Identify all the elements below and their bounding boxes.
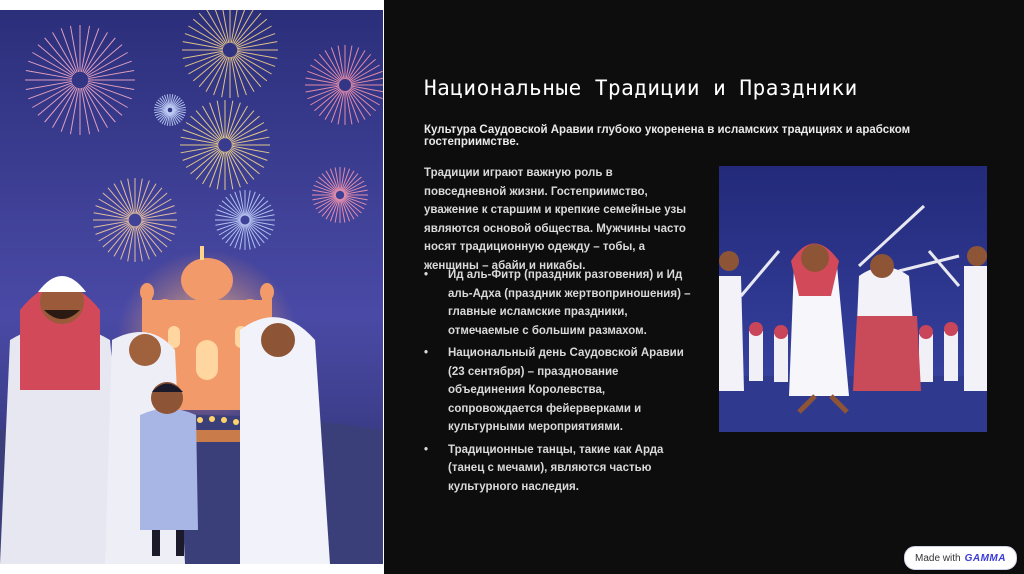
family-fireworks-illustration: [0, 10, 383, 564]
family-fireworks-illustration-icon: [0, 10, 383, 564]
bullet-marker: •: [424, 347, 429, 359]
sword-dance-illustration-icon: [719, 166, 987, 432]
badge-text: Made with: [915, 552, 961, 564]
bullet-list: [424, 266, 694, 500]
list-item: [424, 266, 694, 340]
sword-dance-illustration: [719, 166, 987, 432]
slide-title: Национальные Традиции и Праздники: [424, 76, 858, 100]
bullet-text: Ид аль-Фитр (праздник разговения) и Ид аль-Адха (праздник жертвоприношения) – главные исламские праздники, отмечаемые с большим размахом.: [448, 269, 691, 337]
made-with-gamma-badge[interactable]: [904, 546, 1017, 570]
bullet-text: Традиционные танцы, такие как Арда (танец с мечами), являются частью культурного наследия.: [448, 443, 664, 493]
gamma-logo: GAMMA: [964, 552, 1006, 564]
list-item: [424, 441, 694, 497]
bullet-text: Национальный день Саудовской Аравии (23 сентября) – празднование объединения Королевства, сопровождается фейерверками и культурными мероприятиями.: [448, 347, 684, 433]
bullet-marker: •: [424, 443, 429, 456]
intro-paragraph: Традиции играют важную роль в повседневной жизни. Гостеприимство, уважение к старшим и крепкие семейные узы являются основой общества. Мужчины часто носят традиционную одежду – тобы, а женщины – абайи и никабы.: [424, 167, 687, 272]
slide-subtitle: Культура Саудовской Аравии глубоко укоренена в исламских традициях и арабском гостеприимстве.: [424, 124, 911, 148]
content-panel: [384, 0, 1024, 574]
bullet-marker: •: [424, 269, 429, 281]
list-item: [424, 344, 694, 437]
